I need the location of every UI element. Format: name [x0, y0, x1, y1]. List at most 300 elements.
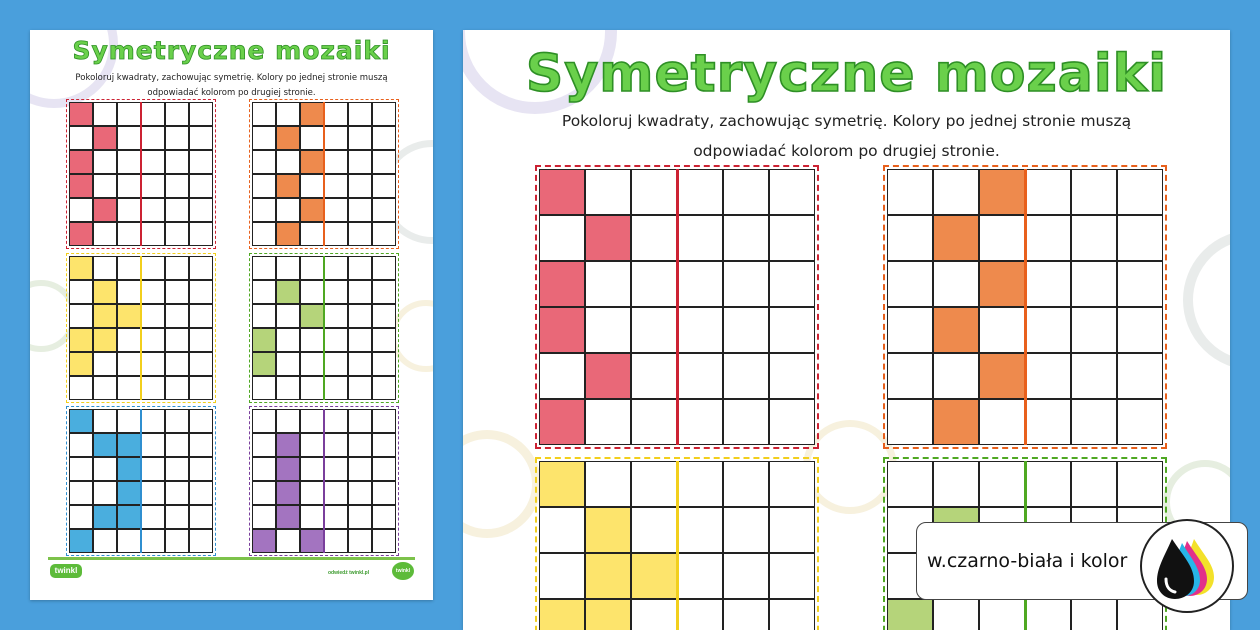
empty-square[interactable] [252, 150, 276, 174]
empty-square[interactable] [324, 174, 348, 198]
colored-square[interactable] [93, 126, 117, 150]
empty-square[interactable] [189, 222, 213, 246]
empty-square[interactable] [372, 222, 396, 246]
empty-square[interactable] [141, 256, 165, 280]
colored-square[interactable] [69, 529, 93, 553]
colored-square[interactable] [93, 433, 117, 457]
empty-square[interactable] [348, 126, 372, 150]
colored-square[interactable] [539, 261, 585, 307]
empty-square[interactable] [769, 215, 815, 261]
colored-square[interactable] [69, 102, 93, 126]
empty-square[interactable] [887, 307, 933, 353]
empty-square[interactable] [348, 222, 372, 246]
colored-square[interactable] [300, 198, 324, 222]
empty-square[interactable] [979, 307, 1025, 353]
empty-square[interactable] [631, 461, 677, 507]
colored-square[interactable] [276, 126, 300, 150]
empty-square[interactable] [723, 215, 769, 261]
empty-square[interactable] [372, 126, 396, 150]
empty-square[interactable] [1071, 353, 1117, 399]
empty-square[interactable] [372, 481, 396, 505]
empty-square[interactable] [348, 328, 372, 352]
empty-square[interactable] [372, 150, 396, 174]
empty-square[interactable] [276, 102, 300, 126]
empty-square[interactable] [117, 376, 141, 400]
colored-square[interactable] [276, 481, 300, 505]
empty-square[interactable] [324, 198, 348, 222]
empty-square[interactable] [1071, 461, 1117, 507]
empty-square[interactable] [93, 174, 117, 198]
empty-square[interactable] [252, 505, 276, 529]
empty-square[interactable] [324, 529, 348, 553]
empty-square[interactable] [165, 102, 189, 126]
empty-square[interactable] [887, 353, 933, 399]
empty-square[interactable] [723, 307, 769, 353]
empty-square[interactable] [372, 304, 396, 328]
empty-square[interactable] [769, 353, 815, 399]
empty-square[interactable] [69, 126, 93, 150]
empty-square[interactable] [165, 376, 189, 400]
empty-square[interactable] [1025, 261, 1071, 307]
empty-square[interactable] [348, 304, 372, 328]
empty-square[interactable] [117, 529, 141, 553]
empty-square[interactable] [141, 457, 165, 481]
colored-square[interactable] [539, 169, 585, 215]
empty-square[interactable] [189, 198, 213, 222]
empty-square[interactable] [677, 461, 723, 507]
colored-square[interactable] [539, 399, 585, 445]
empty-square[interactable] [189, 409, 213, 433]
empty-square[interactable] [276, 304, 300, 328]
empty-square[interactable] [300, 174, 324, 198]
empty-square[interactable] [324, 505, 348, 529]
empty-square[interactable] [189, 304, 213, 328]
empty-square[interactable] [723, 461, 769, 507]
empty-square[interactable] [677, 507, 723, 553]
empty-square[interactable] [117, 174, 141, 198]
empty-square[interactable] [348, 352, 372, 376]
empty-square[interactable] [252, 222, 276, 246]
colored-square[interactable] [252, 328, 276, 352]
empty-square[interactable] [324, 457, 348, 481]
empty-square[interactable] [372, 256, 396, 280]
empty-square[interactable] [165, 174, 189, 198]
empty-square[interactable] [887, 461, 933, 507]
empty-square[interactable] [677, 215, 723, 261]
empty-square[interactable] [276, 529, 300, 553]
empty-square[interactable] [189, 433, 213, 457]
empty-square[interactable] [372, 433, 396, 457]
empty-square[interactable] [117, 126, 141, 150]
empty-square[interactable] [769, 507, 815, 553]
empty-square[interactable] [348, 256, 372, 280]
empty-square[interactable] [933, 169, 979, 215]
empty-square[interactable] [372, 280, 396, 304]
colored-square[interactable] [69, 256, 93, 280]
colored-square[interactable] [979, 169, 1025, 215]
empty-square[interactable] [887, 399, 933, 445]
empty-square[interactable] [979, 399, 1025, 445]
empty-square[interactable] [1025, 307, 1071, 353]
empty-square[interactable] [1025, 399, 1071, 445]
colored-square[interactable] [585, 507, 631, 553]
empty-square[interactable] [348, 376, 372, 400]
empty-square[interactable] [539, 507, 585, 553]
empty-square[interactable] [117, 102, 141, 126]
empty-square[interactable] [165, 150, 189, 174]
empty-square[interactable] [723, 399, 769, 445]
empty-square[interactable] [1025, 599, 1071, 630]
empty-square[interactable] [539, 353, 585, 399]
empty-square[interactable] [324, 376, 348, 400]
empty-square[interactable] [1117, 399, 1163, 445]
empty-square[interactable] [117, 280, 141, 304]
empty-square[interactable] [165, 222, 189, 246]
empty-square[interactable] [539, 215, 585, 261]
empty-square[interactable] [165, 505, 189, 529]
empty-square[interactable] [933, 599, 979, 630]
empty-square[interactable] [979, 461, 1025, 507]
empty-square[interactable] [372, 198, 396, 222]
empty-square[interactable] [69, 433, 93, 457]
colored-square[interactable] [979, 261, 1025, 307]
empty-square[interactable] [324, 150, 348, 174]
colored-square[interactable] [887, 599, 933, 630]
empty-square[interactable] [585, 461, 631, 507]
empty-square[interactable] [141, 102, 165, 126]
empty-square[interactable] [769, 307, 815, 353]
empty-square[interactable] [69, 198, 93, 222]
colored-square[interactable] [117, 433, 141, 457]
empty-square[interactable] [585, 261, 631, 307]
empty-square[interactable] [141, 150, 165, 174]
empty-square[interactable] [723, 169, 769, 215]
colored-square[interactable] [69, 150, 93, 174]
empty-square[interactable] [141, 505, 165, 529]
empty-square[interactable] [631, 307, 677, 353]
empty-square[interactable] [348, 529, 372, 553]
empty-square[interactable] [769, 599, 815, 630]
empty-square[interactable] [1071, 399, 1117, 445]
colored-square[interactable] [585, 553, 631, 599]
colored-square[interactable] [933, 399, 979, 445]
empty-square[interactable] [1117, 461, 1163, 507]
empty-square[interactable] [300, 222, 324, 246]
empty-square[interactable] [276, 150, 300, 174]
empty-square[interactable] [69, 457, 93, 481]
empty-square[interactable] [1025, 215, 1071, 261]
empty-square[interactable] [189, 529, 213, 553]
colored-square[interactable] [276, 457, 300, 481]
empty-square[interactable] [141, 433, 165, 457]
empty-square[interactable] [324, 352, 348, 376]
empty-square[interactable] [372, 174, 396, 198]
empty-square[interactable] [165, 457, 189, 481]
empty-square[interactable] [723, 261, 769, 307]
empty-square[interactable] [252, 198, 276, 222]
empty-square[interactable] [723, 599, 769, 630]
colored-square[interactable] [585, 599, 631, 630]
empty-square[interactable] [69, 280, 93, 304]
colored-square[interactable] [69, 328, 93, 352]
empty-square[interactable] [324, 304, 348, 328]
empty-square[interactable] [117, 256, 141, 280]
colored-square[interactable] [300, 304, 324, 328]
empty-square[interactable] [252, 304, 276, 328]
empty-square[interactable] [1025, 461, 1071, 507]
empty-square[interactable] [93, 529, 117, 553]
colored-square[interactable] [300, 102, 324, 126]
empty-square[interactable] [585, 169, 631, 215]
empty-square[interactable] [348, 280, 372, 304]
colored-square[interactable] [69, 174, 93, 198]
colored-square[interactable] [117, 481, 141, 505]
empty-square[interactable] [372, 505, 396, 529]
empty-square[interactable] [165, 256, 189, 280]
colored-square[interactable] [93, 304, 117, 328]
empty-square[interactable] [252, 433, 276, 457]
empty-square[interactable] [300, 126, 324, 150]
empty-square[interactable] [165, 529, 189, 553]
empty-square[interactable] [165, 328, 189, 352]
empty-square[interactable] [631, 169, 677, 215]
empty-square[interactable] [1071, 261, 1117, 307]
empty-square[interactable] [348, 150, 372, 174]
empty-square[interactable] [276, 409, 300, 433]
empty-square[interactable] [933, 261, 979, 307]
empty-square[interactable] [189, 328, 213, 352]
empty-square[interactable] [372, 102, 396, 126]
empty-square[interactable] [933, 353, 979, 399]
empty-square[interactable] [631, 261, 677, 307]
empty-square[interactable] [69, 304, 93, 328]
empty-square[interactable] [1117, 353, 1163, 399]
empty-square[interactable] [141, 409, 165, 433]
empty-square[interactable] [372, 529, 396, 553]
empty-square[interactable] [631, 399, 677, 445]
empty-square[interactable] [1071, 169, 1117, 215]
colored-square[interactable] [93, 505, 117, 529]
empty-square[interactable] [1025, 353, 1071, 399]
empty-square[interactable] [69, 505, 93, 529]
colored-square[interactable] [276, 174, 300, 198]
colored-square[interactable] [585, 353, 631, 399]
empty-square[interactable] [276, 352, 300, 376]
empty-square[interactable] [300, 376, 324, 400]
empty-square[interactable] [300, 280, 324, 304]
empty-square[interactable] [348, 102, 372, 126]
empty-square[interactable] [677, 399, 723, 445]
empty-square[interactable] [887, 261, 933, 307]
colored-square[interactable] [252, 352, 276, 376]
empty-square[interactable] [979, 599, 1025, 630]
colored-square[interactable] [539, 599, 585, 630]
empty-square[interactable] [1117, 261, 1163, 307]
colored-square[interactable] [69, 352, 93, 376]
empty-square[interactable] [723, 553, 769, 599]
empty-square[interactable] [769, 461, 815, 507]
empty-square[interactable] [252, 102, 276, 126]
colored-square[interactable] [300, 150, 324, 174]
empty-square[interactable] [324, 328, 348, 352]
colored-square[interactable] [69, 409, 93, 433]
empty-square[interactable] [300, 409, 324, 433]
empty-square[interactable] [165, 304, 189, 328]
empty-square[interactable] [189, 256, 213, 280]
colored-square[interactable] [539, 307, 585, 353]
empty-square[interactable] [189, 102, 213, 126]
empty-square[interactable] [677, 599, 723, 630]
empty-square[interactable] [252, 457, 276, 481]
empty-square[interactable] [141, 280, 165, 304]
colored-square[interactable] [252, 529, 276, 553]
empty-square[interactable] [300, 352, 324, 376]
empty-square[interactable] [1117, 307, 1163, 353]
empty-square[interactable] [117, 150, 141, 174]
empty-square[interactable] [631, 215, 677, 261]
empty-square[interactable] [276, 256, 300, 280]
empty-square[interactable] [979, 215, 1025, 261]
empty-square[interactable] [300, 256, 324, 280]
empty-square[interactable] [1071, 599, 1117, 630]
empty-square[interactable] [348, 457, 372, 481]
colored-square[interactable] [276, 433, 300, 457]
empty-square[interactable] [189, 505, 213, 529]
empty-square[interactable] [165, 409, 189, 433]
empty-square[interactable] [117, 328, 141, 352]
empty-square[interactable] [141, 481, 165, 505]
empty-square[interactable] [677, 553, 723, 599]
empty-square[interactable] [324, 481, 348, 505]
empty-square[interactable] [189, 280, 213, 304]
empty-square[interactable] [300, 481, 324, 505]
empty-square[interactable] [348, 433, 372, 457]
empty-square[interactable] [585, 399, 631, 445]
empty-square[interactable] [372, 457, 396, 481]
colored-square[interactable] [117, 505, 141, 529]
empty-square[interactable] [165, 198, 189, 222]
empty-square[interactable] [723, 353, 769, 399]
empty-square[interactable] [1117, 169, 1163, 215]
empty-square[interactable] [933, 461, 979, 507]
empty-square[interactable] [324, 409, 348, 433]
empty-square[interactable] [348, 505, 372, 529]
empty-square[interactable] [324, 256, 348, 280]
empty-square[interactable] [252, 280, 276, 304]
empty-square[interactable] [348, 198, 372, 222]
colored-square[interactable] [276, 222, 300, 246]
empty-square[interactable] [189, 174, 213, 198]
empty-square[interactable] [324, 102, 348, 126]
empty-square[interactable] [300, 457, 324, 481]
empty-square[interactable] [165, 481, 189, 505]
empty-square[interactable] [141, 198, 165, 222]
empty-square[interactable] [324, 222, 348, 246]
empty-square[interactable] [117, 198, 141, 222]
colored-square[interactable] [117, 457, 141, 481]
colored-square[interactable] [631, 553, 677, 599]
empty-square[interactable] [252, 376, 276, 400]
empty-square[interactable] [677, 169, 723, 215]
empty-square[interactable] [887, 169, 933, 215]
colored-square[interactable] [276, 505, 300, 529]
empty-square[interactable] [276, 376, 300, 400]
empty-square[interactable] [372, 352, 396, 376]
empty-square[interactable] [252, 256, 276, 280]
empty-square[interactable] [141, 529, 165, 553]
empty-square[interactable] [252, 409, 276, 433]
empty-square[interactable] [677, 307, 723, 353]
empty-square[interactable] [93, 457, 117, 481]
empty-square[interactable] [276, 328, 300, 352]
empty-square[interactable] [141, 222, 165, 246]
empty-square[interactable] [1117, 215, 1163, 261]
empty-square[interactable] [165, 433, 189, 457]
empty-square[interactable] [769, 553, 815, 599]
colored-square[interactable] [93, 328, 117, 352]
empty-square[interactable] [631, 507, 677, 553]
colored-square[interactable] [276, 280, 300, 304]
empty-square[interactable] [165, 280, 189, 304]
empty-square[interactable] [93, 222, 117, 246]
colored-square[interactable] [300, 529, 324, 553]
empty-square[interactable] [252, 174, 276, 198]
empty-square[interactable] [372, 376, 396, 400]
colored-square[interactable] [69, 222, 93, 246]
empty-square[interactable] [117, 409, 141, 433]
empty-square[interactable] [677, 353, 723, 399]
empty-square[interactable] [300, 505, 324, 529]
empty-square[interactable] [300, 433, 324, 457]
empty-square[interactable] [887, 215, 933, 261]
empty-square[interactable] [631, 599, 677, 630]
empty-square[interactable] [1025, 169, 1071, 215]
empty-square[interactable] [324, 280, 348, 304]
colored-square[interactable] [93, 280, 117, 304]
empty-square[interactable] [117, 222, 141, 246]
empty-square[interactable] [324, 126, 348, 150]
empty-square[interactable] [723, 507, 769, 553]
empty-square[interactable] [324, 433, 348, 457]
empty-square[interactable] [165, 126, 189, 150]
empty-square[interactable] [93, 102, 117, 126]
colored-square[interactable] [539, 461, 585, 507]
empty-square[interactable] [165, 352, 189, 376]
empty-square[interactable] [677, 261, 723, 307]
empty-square[interactable] [189, 457, 213, 481]
empty-square[interactable] [93, 150, 117, 174]
empty-square[interactable] [141, 126, 165, 150]
empty-square[interactable] [141, 376, 165, 400]
colored-square[interactable] [979, 353, 1025, 399]
empty-square[interactable] [348, 174, 372, 198]
empty-square[interactable] [769, 261, 815, 307]
colored-square[interactable] [117, 304, 141, 328]
empty-square[interactable] [585, 307, 631, 353]
empty-square[interactable] [631, 353, 677, 399]
empty-square[interactable] [93, 481, 117, 505]
empty-square[interactable] [348, 409, 372, 433]
empty-square[interactable] [252, 126, 276, 150]
empty-square[interactable] [276, 198, 300, 222]
empty-square[interactable] [769, 169, 815, 215]
colored-square[interactable] [933, 215, 979, 261]
empty-square[interactable] [189, 126, 213, 150]
empty-square[interactable] [141, 352, 165, 376]
empty-square[interactable] [93, 256, 117, 280]
colored-square[interactable] [93, 198, 117, 222]
empty-square[interactable] [372, 328, 396, 352]
